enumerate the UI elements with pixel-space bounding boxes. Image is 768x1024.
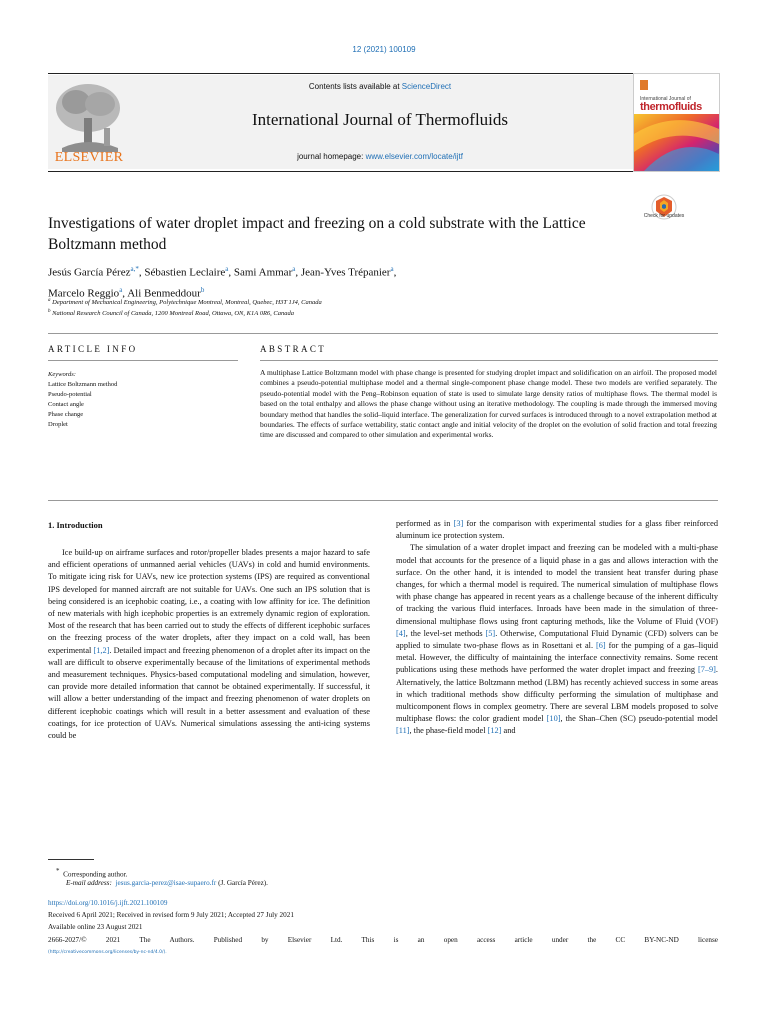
author-affil-mark[interactable]: a: [292, 265, 296, 273]
cover-title: thermofluids: [640, 101, 702, 113]
paragraph-text: . Detailed impact and freezing phenomenon of a droplet after its impact on the wall are difficult to observe experimentally because of the limitations of experimental methods and measurement techniques. Physics-based computational modeling and simulation, however, can provide more detailed information that cannot be obtained experimentally. If successful, it will allow a better understanding of the impact and freezing phenomenon of water droplets on different icephobic coatings which will result in a better assessment and evaluation of these coatings, for ice protection of UAVs. Numerical simulations assessing the anti-icing systems could be: [48, 645, 371, 741]
journal-cover[interactable]: [633, 73, 720, 172]
introduction-heading: 1. Introduction: [48, 520, 103, 530]
author-name[interactable]: Sami Ammar: [233, 266, 293, 279]
intro-paragraph: [396, 542, 718, 737]
affiliation-text: National Research Council of Canada, 1200 Montreal Road, Ottawa, ON, K1A 0R6, Canada: [52, 310, 295, 318]
citation-link[interactable]: [5]: [485, 628, 496, 638]
email-label: E-mail address:: [66, 879, 112, 887]
license-link[interactable]: (http://creativecommons.org/licenses/by-nc-nd/4.0/).: [48, 950, 167, 955]
keywords-block: [48, 370, 228, 430]
paper-title: Investigations of water droplet impact and freezing on a cold substrate with the Lattice Boltzmann method: [48, 215, 586, 253]
paragraph-text: , the phase-field model: [409, 726, 488, 736]
author-affil-mark[interactable]: a,*: [130, 265, 139, 273]
section-rule: [48, 500, 718, 501]
paragraph-text: for the pumping of a gas–liquid metal. However, the difficulty of maintaining the interface connectivity remains. Some recent publications using these methods have performed the water droplet impact and freezing: [396, 641, 718, 675]
contents-prefix: Contents lists available at: [308, 82, 402, 91]
affiliation: [48, 298, 688, 306]
citation-link[interactable]: [6]: [596, 641, 606, 651]
affiliation-text: Department of Mechanical Engineering, Polytechnique Montreal, Montreal, Quebec, H3T 1J4, Canada: [52, 299, 322, 307]
author-separator: ,: [393, 266, 397, 279]
intro-right-column: [396, 518, 718, 738]
abstract-rule: [260, 360, 718, 361]
affiliation-mark: a: [48, 298, 51, 303]
check-for-updates-label[interactable]: Check for updates: [643, 213, 685, 219]
keywords-label: Keywords:: [48, 371, 76, 378]
cover-art: [634, 74, 719, 171]
affiliation: [48, 309, 688, 317]
abstract-heading: ABSTRACT: [260, 344, 327, 354]
paragraph-text: performed as in: [396, 519, 454, 528]
author-separator: ,: [122, 287, 128, 300]
homepage-prefix: journal homepage:: [297, 152, 366, 161]
paragraph-text: The simulation of a water droplet impact and freezing can be modeled with a multi-phase model that accounts for the presence of a liquid phase in a gas and allows interaction with the surface. On the other hand, it is intended to model the transient heat transfer during phase changes, for which a thermal model is required. The numerical simulation of multiphase flows with phase change has appeared in recent years as a challenge because of the inherent difficulty of tracking the various fluid interfaces. Inroads have been made in the simulation of three-dimensional multiphase flows using front capturing methods, like the Volume of Fluid (VOF): [396, 543, 718, 626]
intro-paragraph: [396, 518, 718, 542]
author-affil-mark[interactable]: b: [200, 285, 205, 294]
abstract-text: A multiphase Lattice Boltzmann model with phase change is presented for studying droplet impact and solidification on an airfoil. The proposed model combines a pseudo-potential multiphase model and a thermal single-component phase change model. These two models are verified separately. The pseudo-potential model with the Peng–Robinson equation of state is used to simulate large density ratios of multiphase flows. The thermal model is based on the total enthalpy and allows the phase change without using an iterative methodology. The coupling is made through the immersed moving boundary method that handles the solid–liquid interface. The generalization for curved surfaces is introduced through to a novel extrapolation method at boundaries. The effects of surface wettability, static contact angle and initial velocity of the droplet on the evolution of solid fraction and total freezing time are discussed and compared to other simulation and experimental works.: [260, 368, 718, 440]
paragraph-text: and: [501, 726, 516, 736]
journal-volume-ref[interactable]: 12 (2021) 100109: [352, 45, 416, 54]
author-name[interactable]: Jean-Yves Trépanier: [300, 266, 391, 279]
author-separator: ,: [228, 266, 234, 279]
homepage-link[interactable]: www.elsevier.com/locate/ijtf: [365, 152, 463, 161]
journal-title: International Journal of Thermofluids: [251, 110, 509, 129]
section-rule: [48, 333, 718, 334]
citation-link[interactable]: [12]: [487, 726, 502, 736]
email-suffix: (J. García Pérez).: [216, 879, 268, 887]
paragraph-text: , the Shan–Chen (SC) pseudo-potential model: [560, 714, 718, 724]
paragraph-text: , the level-set methods: [405, 628, 486, 638]
header-top-rule: [48, 73, 718, 74]
footnote-email: [66, 878, 268, 889]
author-affil-mark[interactable]: a: [119, 285, 123, 294]
citation-link[interactable]: [11]: [396, 726, 410, 736]
author-affil-mark[interactable]: a: [225, 265, 229, 273]
check-for-updates-icon[interactable]: [646, 193, 682, 229]
footnote-mark: *: [56, 867, 60, 875]
doi-link[interactable]: https://doi.org/10.1016/j.ijft.2021.100109: [48, 899, 168, 907]
citation-link[interactable]: [1,2]: [93, 645, 110, 655]
citation-link[interactable]: [3]: [453, 519, 464, 528]
paragraph-text: . Otherwise, Computational Fluid Dynamic (CFD) solvers can be applied to simulate two-phase flows as in Rosettani et al.: [396, 628, 718, 651]
author-separator: ,: [295, 266, 301, 279]
paragraph-text: Ice build-up on airframe surfaces and rotor/propeller blades presents a major hazard to safe and efficient operations of unmanned aerial vehicles (UAVs) in cold and humid environments. To mitigate icing risk for UAVs, new ice protection systems (IPS) are required as conventional IPS developed for manned aircraft are not suitable for UAVs. One such an IPS solution that is being considered is an icephobic coating, i.e., a coating with low affinity for ice. The definition of new materials with high icephobic properties is an extremely dynamic region of exploration. Most of the research that has been carried out to study the effects of different icephobic surfaces on the freezing process of the water droplets, after they impact on a cold wall, has been experimental: [48, 548, 370, 655]
author-name[interactable]: Marcelo Reggio: [48, 287, 120, 300]
intro-left-column: [48, 547, 370, 742]
license-line: 2666-2027/© 2021 The Authors. Published by Elsevier Ltd. This is an open access article under the CC BY-NC-ND license: [48, 936, 718, 944]
intro-paragraph: [48, 547, 370, 742]
journal-homepage: [130, 152, 630, 161]
contents-line: [130, 82, 630, 91]
keyword: Lattice Boltzmann method: [48, 381, 118, 388]
keyword: Phase change: [48, 411, 84, 418]
received-dates: Received 6 April 2021; Received in revised form 9 July 2021; Accepted 27 July 2021: [48, 911, 294, 919]
affiliation-mark: b: [48, 309, 51, 314]
email-link[interactable]: jesus.garcia-perez@isae-supaero.fr: [115, 879, 217, 887]
author-separator: ,: [138, 266, 145, 279]
doi-line: [48, 898, 167, 909]
sciencedirect-link[interactable]: ScienceDirect: [401, 82, 452, 91]
available-online: Available online 23 August 2021: [48, 923, 143, 931]
author-list: [48, 261, 648, 302]
keyword: Contact angle: [48, 401, 84, 408]
article-info-rule: [48, 360, 238, 361]
footnote-rule: [48, 859, 94, 860]
author-name[interactable]: Sébastien Leclaire: [144, 266, 226, 279]
paragraph-text: for the comparison with experimental studies for a glass fiber reinforced aluminum ice protection system.: [396, 519, 718, 541]
elsevier-wordmark: ELSEVIER: [54, 150, 124, 165]
header-bottom-rule: [48, 171, 718, 172]
citation-link[interactable]: [10]: [546, 714, 561, 724]
author-name[interactable]: Jesús García Pérez: [48, 266, 131, 279]
citation-link[interactable]: [7–9]: [697, 665, 716, 675]
citation-link[interactable]: [4]: [396, 628, 406, 638]
keyword: Pseudo-potential: [48, 391, 92, 398]
keyword: Droplet: [48, 421, 68, 428]
corresponding-label: Corresponding author.: [63, 870, 128, 879]
article-info-heading: ARTICLE INFO: [48, 344, 138, 354]
author-affil-mark[interactable]: a: [390, 265, 394, 273]
author-name[interactable]: Ali Benmeddour: [127, 287, 201, 300]
cover-small-title: International Journal of: [640, 96, 691, 102]
paragraph-text: . Alternatively, the lattice Boltzmann method (LBM) has recently achieved success in some areas in which traditional methods show difficulty performing the simulation of multiphase and multicomponent flows in complex geometry. There are several LBM models proposed to solve multiphase flows: the color gradient model: [396, 665, 718, 724]
